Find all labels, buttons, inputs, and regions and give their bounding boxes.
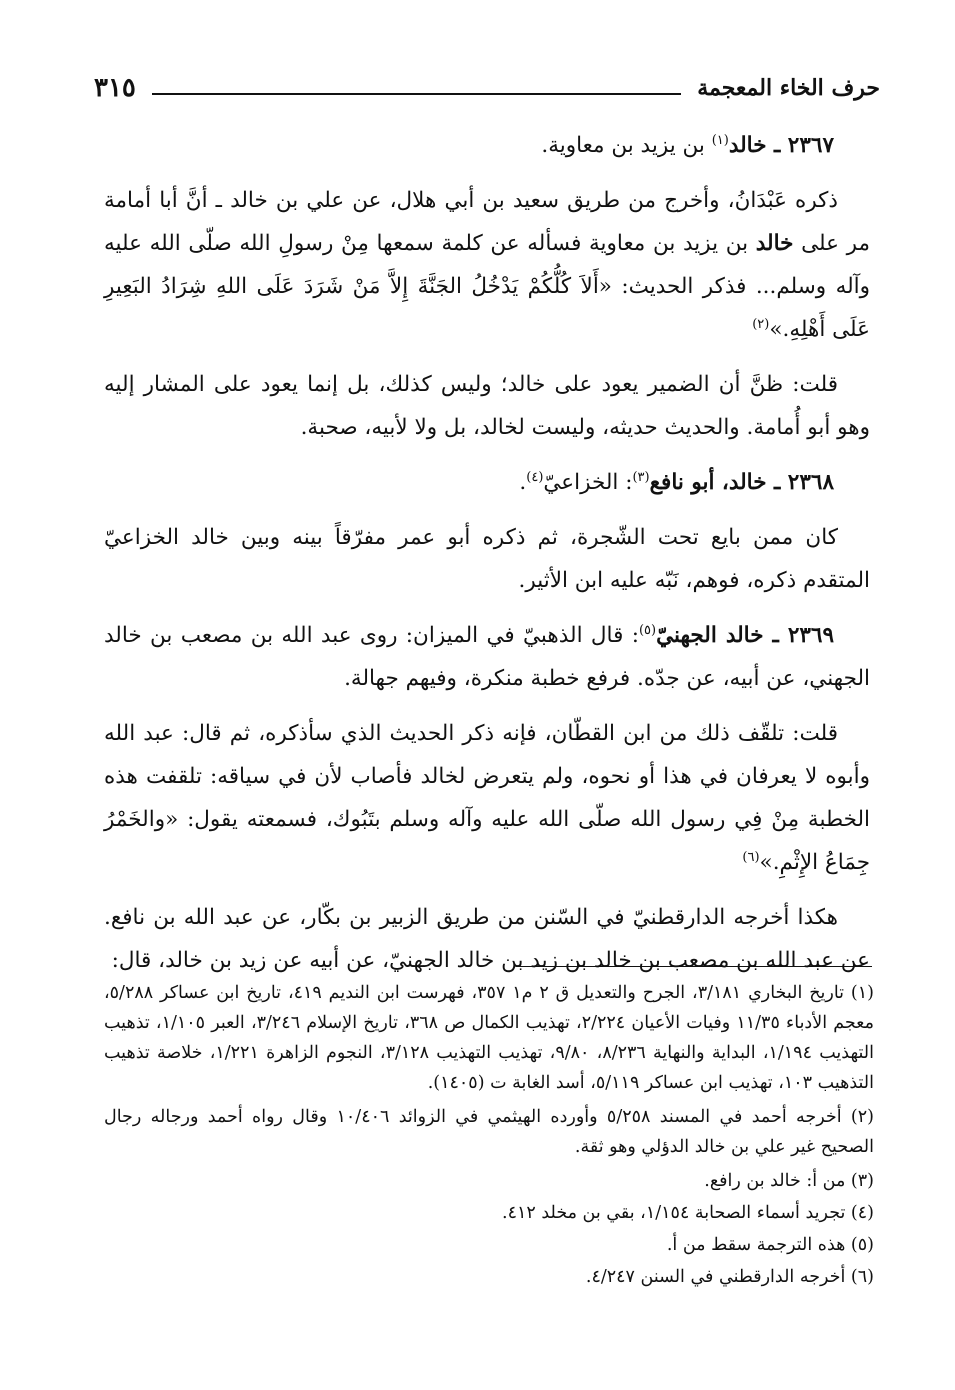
footnote-2: (٢) أخرجه أحمد في المسند ٥/٢٥٨ وأورده الهيثمي في الزوائد ١٠/٤٠٦ وقال رواه أحمد ورجاله رجال الصحيح غير علي بن خالد الدؤلي وهو ثقة. <box>104 1107 874 1157</box>
paragraph: قلت: تلقّف ذلك من ابن القطّان، فإنه ذكر الحديث الذي سأذكره، ثم قال: عبد الله وأبوه لا يعرفان في هذا أو نحوه، ولم يتعرض لخالد فأصاب لأن في سياقه: تلقفت هذه الخطبة مِنْ فِي رسول الله صلّى الله عليه وآله وسلم بتَبُوك، فسمعته يقول: «والخَمْرُ جِمَاعُ الإِثْمِ.»$^{(٦)}$ <box>104 721 870 875</box>
footnote-4: (٤) تجريد أسماء الصحابة ١/١٥٤، بقي بن مخلد ٤١٢. <box>502 1203 874 1223</box>
entry-2369: ٢٣٦٩ ـ خالد الجهنيّ$^{(٥)}$: قال الذهبيّ في الميزان: روى عبد الله بن مصعب بن خالد الجهني، عن أبيه، عن جدّه. فرفع خطبة منكرة، وفيهم جهالة. <box>104 622 870 691</box>
chapter-title: حرف الخاء المعجمة <box>697 75 880 101</box>
footnote-ref: (٣) <box>632 469 650 485</box>
footnote-separator <box>516 966 872 967</box>
footnote-5: (٥) هذه الترجمة سقط من أ. <box>666 1235 874 1255</box>
name-highlight: خالد <box>755 231 794 256</box>
footnote-ref: (٤) <box>526 469 544 485</box>
footnote-ref: (٥) <box>638 622 657 638</box>
paragraph: هكذا أخرجه الدارقطنيّ في السّنن من طريق الزبير بن بكّار، عن عبد الله بن نافع. عن عبد الله بن مصعب بن خالد بن زيد بن خالد الجهنيّ، عن أبيه عن زيد بن خالد، قال: <box>104 905 870 973</box>
footnote-ref: (٦) <box>742 849 760 865</box>
header-rule <box>152 93 681 95</box>
running-header <box>94 68 880 108</box>
paragraph: ذكره عَبْدَانُ، وأخرج من طريق سعيد بن أبي هلال، عن علي بن خالد ـ أنَّ أبا أمامة مر على خالد بن يزيد بن معاوية فسأله عن كلمة سمعها مِنْ رسولِ الله صلّى الله عليه وآله وسلم... فذكر الحديث: «أَلاَ كُلُّكُمْ يَدْخُلُ الجَنَّةَ إِلاَّ مَنْ شَرَدَ عَلَى اللهِ شِرَادُ البَعِيرِ عَلَى أَهْلِهِ.»$^{(٢)}$ <box>104 188 871 342</box>
entry-2367 <box>104 124 870 167</box>
footnote-3: (٣) من أ: خالد بن رافع. <box>704 1171 874 1191</box>
footnote-ref: (١) <box>711 132 729 148</box>
entry-2368: ٢٣٦٨ ـ خالد، أبو نافع$^{(٣)}$: الخزاعيّ$^{(٤)}$. <box>519 469 834 495</box>
entry-heading: ٢٣٦٩ ـ خالد الجهنيّ <box>656 623 835 648</box>
footnote-6: (٦) أخرجه الدارقطني في السنن ٤/٢٤٧. <box>585 1267 874 1287</box>
paragraph: قلت: ظنَّ أن الضمير يعود على خالد؛ وليس كذلك، بل إنما يعود على المشار إليه وهو أبو أُمامة. والحديث حديثه، وليست لخالد، بل ولا لأبيه، صحبة. <box>104 372 870 440</box>
entry-heading: ٢٣٦٧ ـ خالد <box>728 133 834 158</box>
main-text <box>104 124 870 994</box>
entry-heading: ٢٣٦٨ ـ خالد، أبو نافع <box>649 470 834 495</box>
footnote-1: (١) تاريخ البخاري ٣/١٨١، الجرح والتعديل ق ٢ م١ ٣٥٧، فهرست ابن النديم ٤١٩، تاريخ ابن عساكر ٥/٢٨٨، معجم الأدباء ١١/٣٥ وفيات الأعيان ٢/٢٢٤، تهذيب الكمال ص ٣٦٨، تاريخ الإسلام ٣/٢٤٦، العبر ١/١٠٥، تذهيب التهذيب ١/١٩٤، البداية والنهاية ٨/٢٣٦، ٩/٨٠، تهذيب التهذيب ٣/١٢٨، النجوم الزاهرة ١/٢٢١، خلاصة تذهيب التذهيب ١٠٣، تهذيب ابن عساكر ٥/١١٩، أسد الغابة ت (١٤٠٥). <box>104 983 874 1093</box>
footnotes <box>104 978 874 1294</box>
entry-text: بن يزيد بن معاوية. <box>541 133 712 158</box>
paragraph: كان ممن بايع تحت الشّجرة، ثم ذكره أبو عمر مفرّقاً بينه وبين خالد الخزاعيّ المتقدم ذكره، فوهم، نَبّه عليه ابن الأثير. <box>104 525 870 593</box>
footnote-ref: (٢) <box>752 316 770 332</box>
page-number: ٣١٥ <box>94 73 136 103</box>
